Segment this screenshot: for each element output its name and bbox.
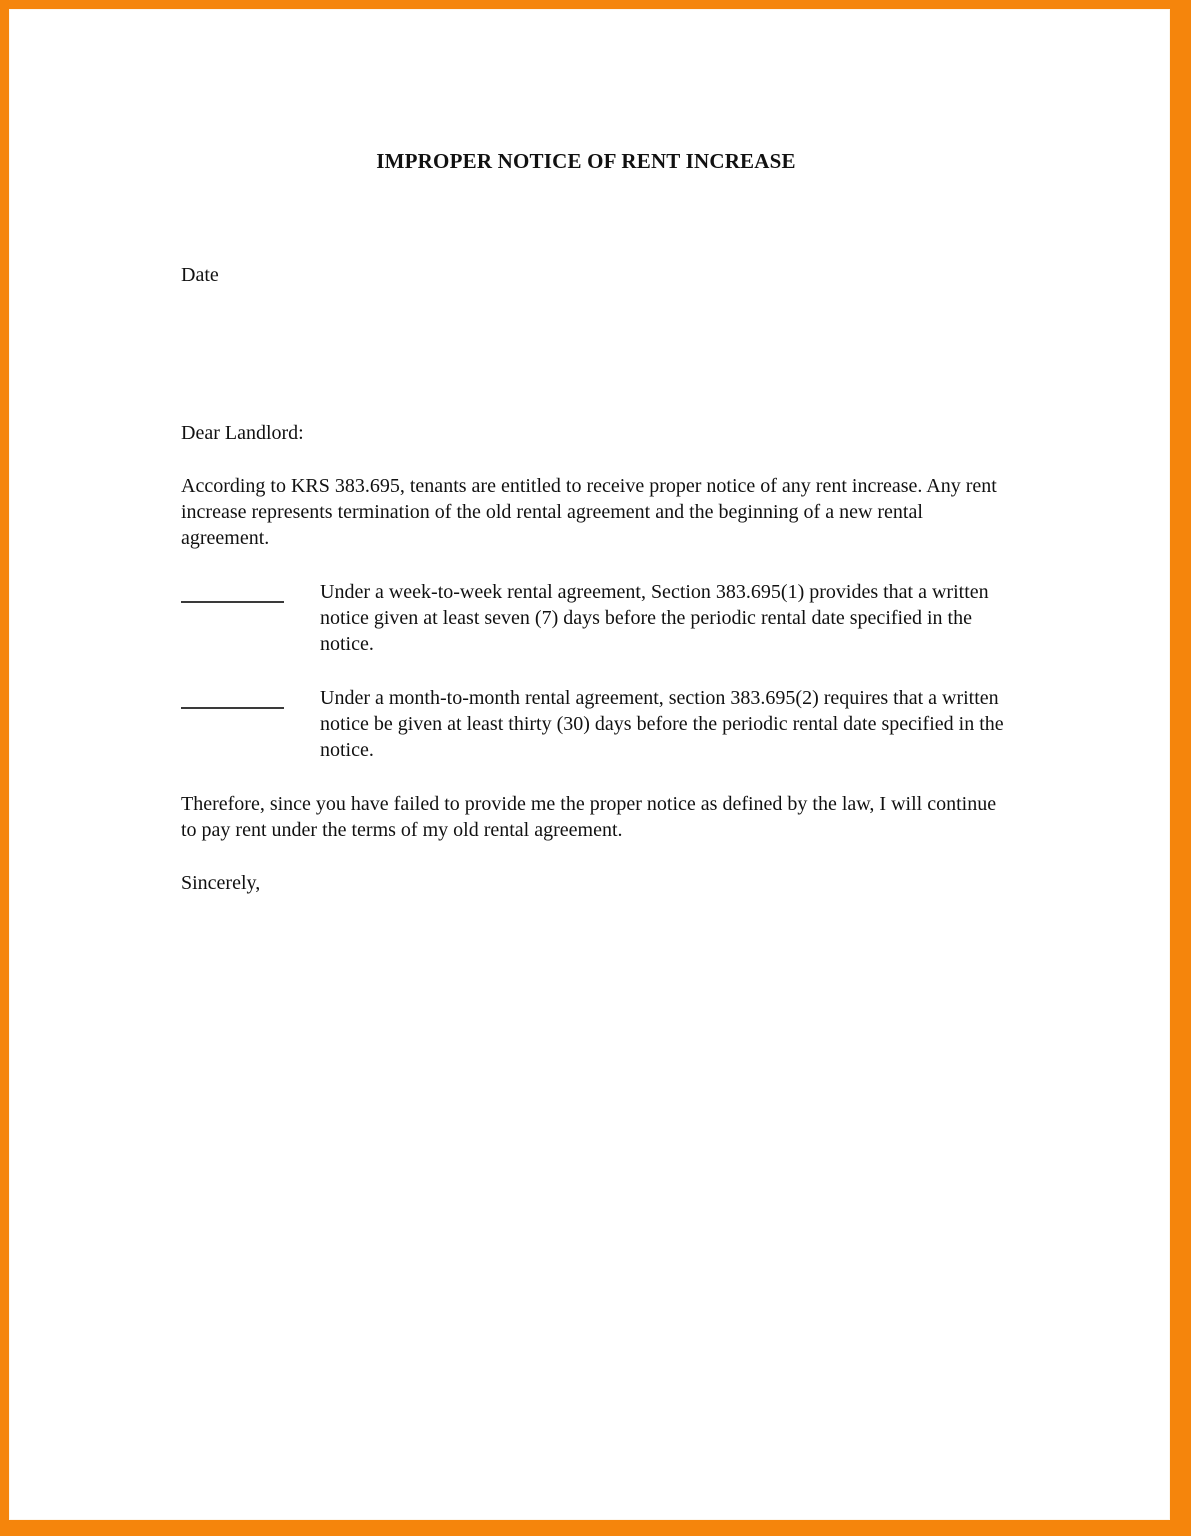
closing-paragraph: Therefore, since you have failed to provide me the proper notice as defined by the law, I will continue to pay rent under the terms of my old rental agreement. bbox=[181, 793, 997, 841]
salutation-line: Dear Landlord: bbox=[181, 422, 304, 444]
clause-text: Under a month-to-month rental agreement, section 383.695(2) requires that a written notice be given at least thirty (30) days before the periodic rental date specified in the notice. bbox=[320, 687, 1004, 761]
signoff-line: Sincerely, bbox=[181, 872, 261, 894]
date-label: Date bbox=[181, 264, 219, 286]
clause-blank-rule bbox=[181, 601, 284, 603]
page-title: IMPROPER NOTICE OF RENT INCREASE bbox=[376, 149, 796, 173]
clause-text: Under a week-to-week rental agreement, Section 383.695(1) provides that a written notice given at least seven (7) days before the periodic rental date specified in the notice. bbox=[320, 581, 989, 655]
document-page bbox=[9, 9, 1170, 1520]
clause-blank-rule bbox=[181, 707, 284, 709]
intro-paragraph: According to KRS 383.695, tenants are entitled to receive proper notice of any rent increase. Any rent increase represents termination of the old rental agreement and the beginning of a new rental agreement. bbox=[181, 475, 997, 549]
